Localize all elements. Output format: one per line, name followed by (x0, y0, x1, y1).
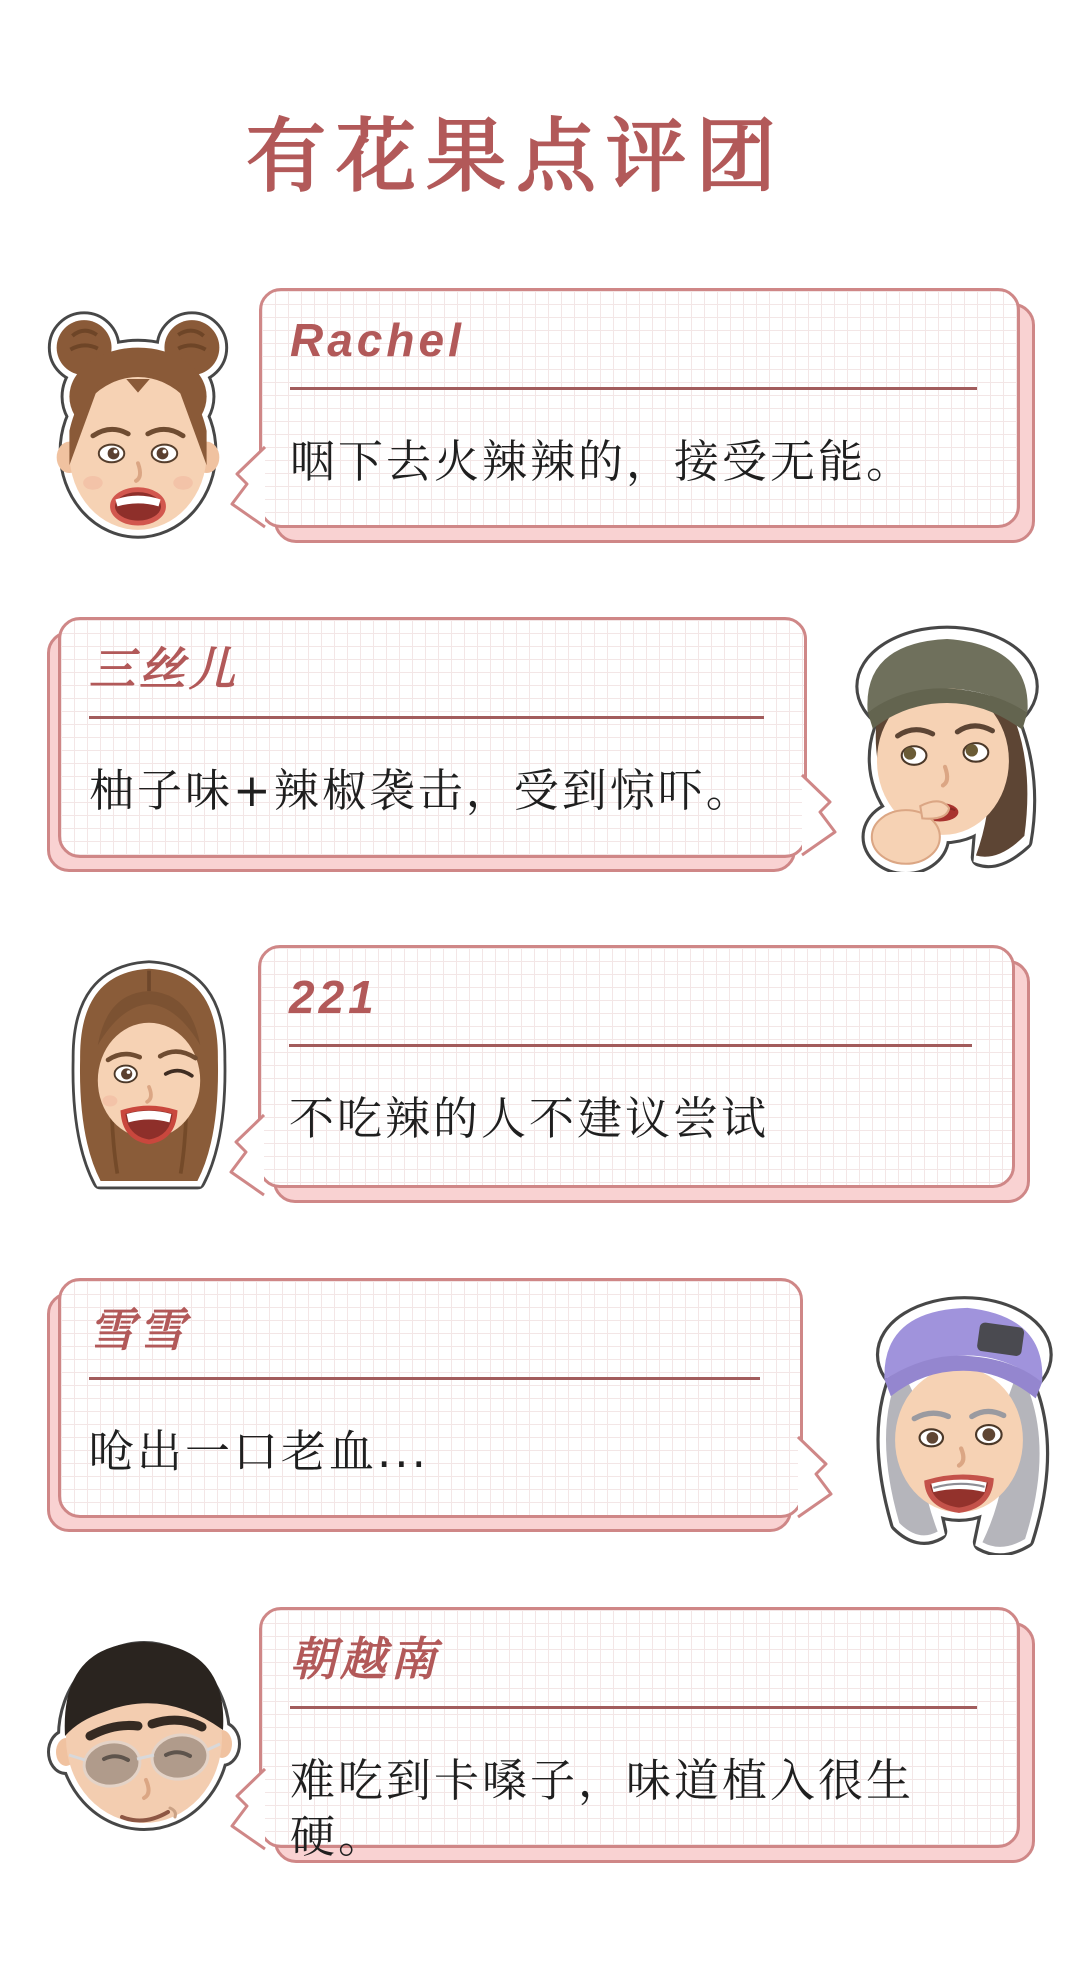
reviewer-name: Rachel (290, 314, 465, 366)
avatar-221-sticker (46, 952, 252, 1194)
bubble-tail (801, 772, 839, 858)
name-divider (89, 1377, 760, 1380)
review-comment: 柚子味+辣椒袭击，受到惊吓。 (89, 764, 754, 817)
review-comment: 咽下去火辣辣的，接受无能。 (290, 435, 915, 488)
speech-bubble (58, 617, 807, 858)
reviewer-name: 221 (289, 971, 378, 1023)
bubble-tail (797, 1434, 835, 1520)
name-divider (290, 387, 977, 390)
reviewer-name: 雪雪 (89, 1304, 189, 1356)
reviewer-name: 朝越南 (290, 1633, 440, 1685)
review-comment: 呛出一口老血... (89, 1425, 429, 1478)
page-title: 有花果点评团 (246, 110, 786, 203)
review-comment: 难吃到卡嗓子，味道植入很生硬。 (290, 1754, 915, 1863)
reviewer-name: 三丝儿 (89, 643, 239, 695)
speech-bubble (259, 288, 1020, 528)
avatar-xuexue-sticker (842, 1278, 1076, 1555)
name-divider (290, 1706, 977, 1709)
name-divider (89, 716, 764, 719)
avatar-rachel-sticker (40, 298, 236, 554)
avatar-sansier-sticker (840, 604, 1050, 872)
speech-bubble (58, 1278, 803, 1518)
speech-bubble (259, 1607, 1020, 1863)
name-divider (289, 1044, 972, 1047)
avatar-chaoyuenan-sticker (44, 1614, 244, 1854)
review-comment: 不吃辣的人不建议尝试 (289, 1092, 770, 1145)
speech-bubble (258, 945, 1015, 1188)
